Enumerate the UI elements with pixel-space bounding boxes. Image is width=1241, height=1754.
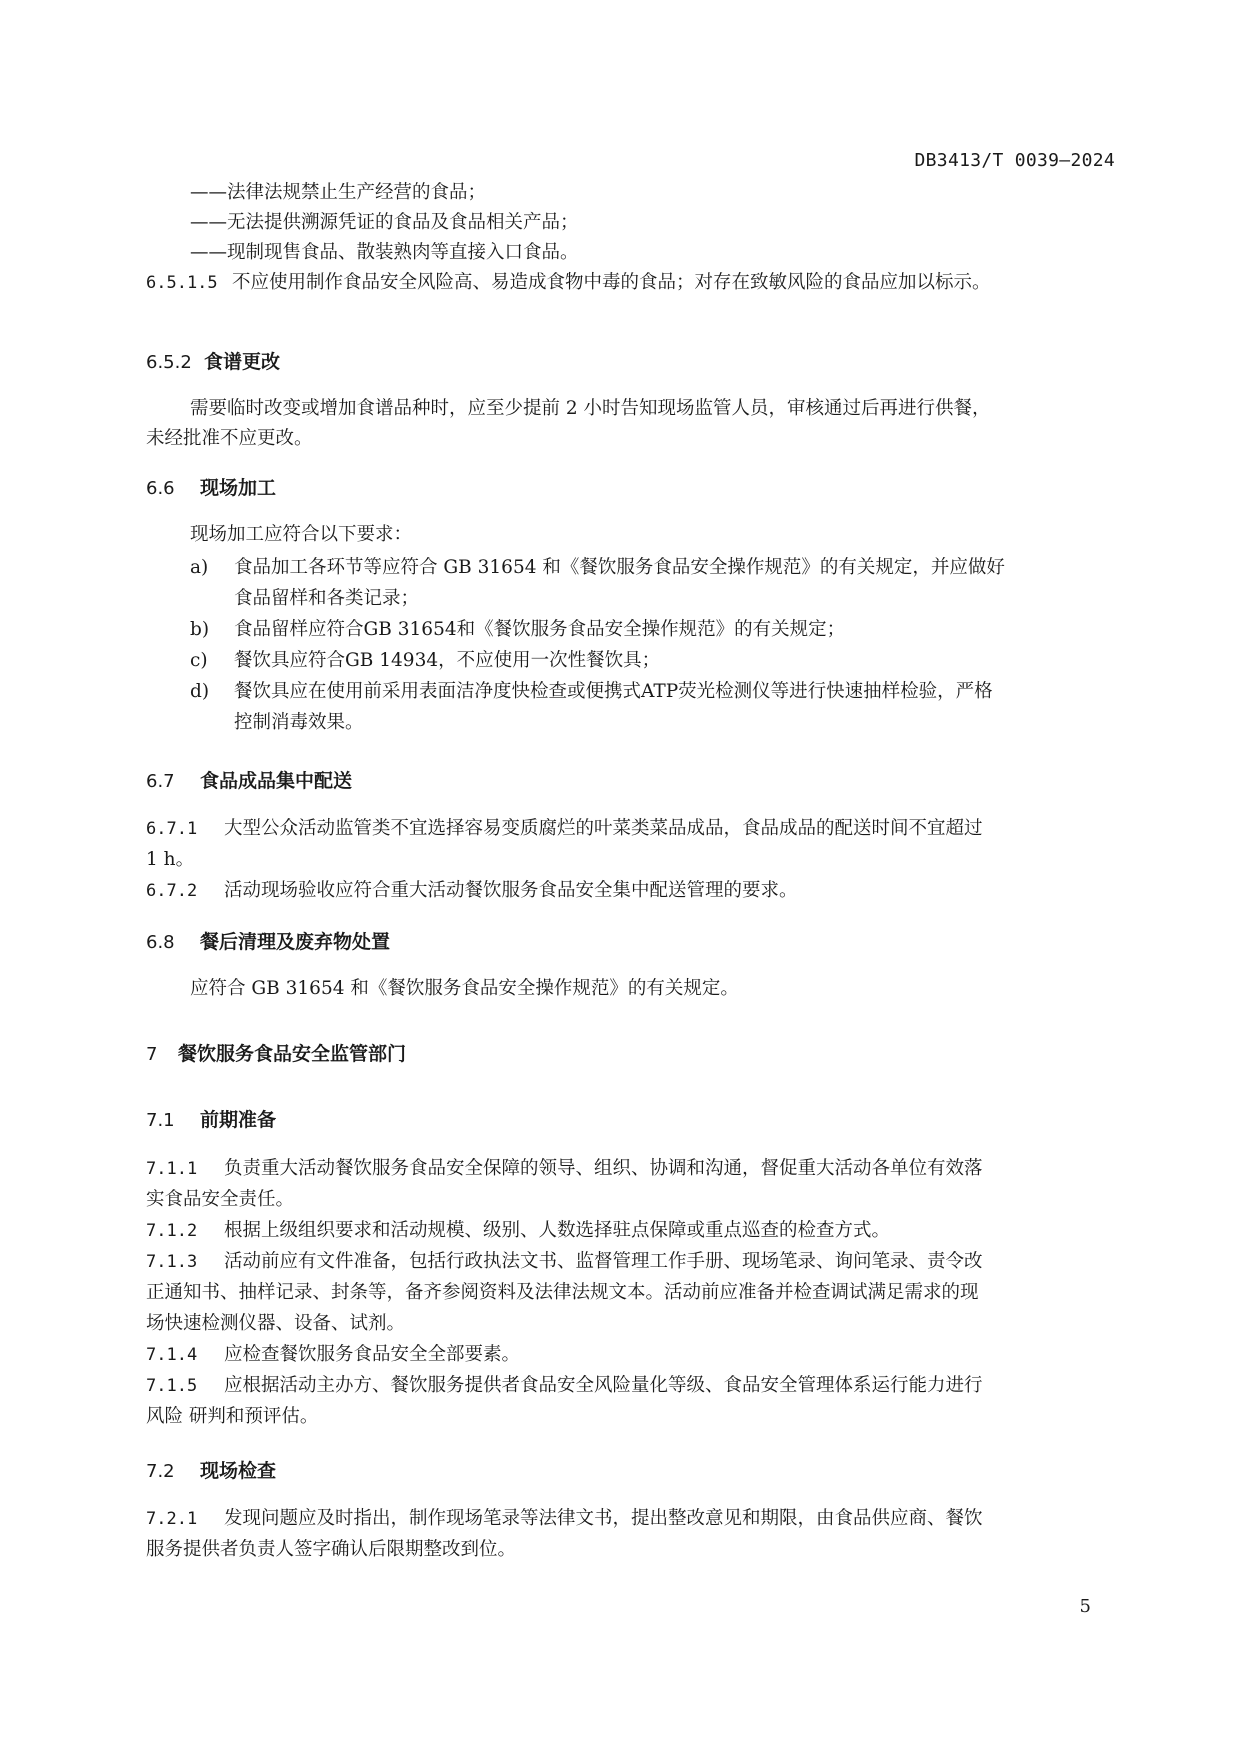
section-title: 餐后清理及废弃物处置 (200, 931, 391, 953)
list-item-d (190, 677, 993, 707)
list-item-b (190, 615, 845, 645)
section-number: 7.1 (146, 1110, 175, 1131)
clause-6-7-2 (146, 876, 798, 906)
list-label: d) (190, 681, 210, 702)
section-title: 现场检查 (200, 1460, 277, 1482)
list-text: 餐饮具应符合GB 14934，不应使用一次性餐饮具； (234, 650, 661, 671)
section-number: 6.8 (146, 932, 175, 953)
clause-text: 活动现场验收应符合重大活动餐饮服务食品安全集中配送管理的要求。 (224, 880, 798, 901)
clause-number: 6.7.1 (146, 819, 198, 839)
clause-7-1-4 (146, 1340, 520, 1370)
clause-continuation: 1 h。 (146, 849, 195, 870)
clause-7-1-1 (146, 1154, 983, 1184)
clause-continuation: 服务提供者负责人签字确认后限期整改到位。 (146, 1539, 517, 1560)
dash-item: ——无法提供溯源凭证的食品及食品相关产品； (190, 212, 579, 233)
section-title: 食谱更改 (204, 351, 281, 373)
section-heading-6-5-2 (146, 347, 280, 378)
clause-number: 6.7.2 (146, 881, 198, 901)
clause-continuation: 场快速检测仪器、设备、试剂。 (146, 1313, 406, 1334)
clause-6-5-1-5 (146, 268, 991, 298)
list-text: 食品留样应符合GB 31654和《餐饮服务食品安全操作规范》的有关规定； (234, 619, 846, 640)
clause-text: 应根据活动主办方、餐饮服务提供者食品安全风险量化等级、食品安全管理体系运行能力进行 (224, 1375, 983, 1396)
clause-text: 活动前应有文件准备，包括行政执法文书、监督管理工作手册、现场笔录、询问笔录、责令改 (224, 1251, 983, 1272)
clause-6-7-1 (146, 814, 983, 844)
section-heading-6-6 (146, 473, 276, 504)
list-item-c (190, 646, 660, 676)
clause-text: 大型公众活动监管类不宜选择容易变质腐烂的叶菜类菜品成品，食品成品的配送时间不宜超过 (224, 818, 983, 839)
list-label: b) (190, 619, 210, 640)
clause-number: 7.1.5 (146, 1376, 198, 1396)
section-number: 6.7 (146, 771, 175, 792)
section-number: 6.6 (146, 478, 175, 499)
clause-continuation: 实食品安全责任。 (146, 1189, 295, 1210)
paragraph-continuation: 未经批准不应更改。 (146, 428, 313, 449)
list-label: c) (190, 650, 208, 671)
clause-text: 发现问题应及时指出，制作现场笔录等法律文书，提出整改意见和期限，由食品供应商、餐饮 (224, 1508, 983, 1529)
paragraph: 应符合 GB 31654 和《餐饮服务食品安全操作规范》的有关规定。 (190, 978, 739, 999)
chapter-number: 7 (146, 1044, 158, 1065)
clause-number: 7.1.3 (146, 1252, 198, 1272)
chapter-title: 餐饮服务食品安全监管部门 (178, 1043, 407, 1065)
paragraph: 需要临时改变或增加食谱品种时，应至少提前 2 小时告知现场监管人员，审核通过后再进行供餐， (190, 398, 991, 419)
list-item-continuation: 食品留样和各类记录； (234, 588, 420, 609)
dash-item: ——现制现售食品、散装熟肉等直接入口食品。 (190, 242, 579, 263)
clause-number: 7.2.1 (146, 1509, 198, 1529)
list-label: a) (190, 557, 209, 578)
clause-7-1-5 (146, 1371, 983, 1401)
paragraph: 现场加工应符合以下要求： (190, 524, 413, 545)
section-heading-6-7 (146, 766, 352, 797)
clause-number: 7.1.4 (146, 1345, 198, 1365)
list-item-continuation: 控制消毒效果。 (234, 712, 364, 733)
list-item-a (190, 553, 1005, 583)
clause-text: 负责重大活动餐饮服务食品安全保障的领导、组织、协调和沟通，督促重大活动各单位有效落 (224, 1158, 983, 1179)
section-title: 食品成品集中配送 (200, 770, 353, 792)
clause-number: 7.1.1 (146, 1159, 198, 1179)
section-title: 前期准备 (200, 1109, 277, 1131)
document-code: DB3413/T 0039—2024 (914, 150, 1115, 171)
section-title: 现场加工 (200, 477, 277, 499)
clause-7-2-1 (146, 1504, 983, 1534)
clause-text: 根据上级组织要求和活动规模、级别、人数选择驻点保障或重点巡查的检查方式。 (224, 1220, 891, 1241)
clause-7-1-2 (146, 1216, 890, 1246)
clause-text: 不应使用制作食品安全风险高、易造成食物中毒的食品；对存在致敏风险的食品应加以标示。 (232, 272, 991, 293)
list-text: 餐饮具应在使用前采用表面洁净度快检查或便携式ATP荧光检测仪等进行快速抽样检验，严格 (234, 681, 993, 702)
section-number: 6.5.2 (146, 352, 192, 373)
page-number: 5 (1079, 1596, 1091, 1617)
section-heading-6-8 (146, 927, 390, 958)
list-text: 食品加工各环节等应符合 GB 31654 和《餐饮服务食品安全操作规范》的有关规定，并应做好 (234, 557, 1005, 578)
clause-text: 应检查餐饮服务食品安全全部要素。 (224, 1344, 521, 1365)
section-number: 7.2 (146, 1461, 175, 1482)
section-heading-7-2 (146, 1456, 276, 1487)
clause-number: 6.5.1.5 (146, 273, 218, 293)
section-heading-7-1 (146, 1105, 276, 1136)
clause-7-1-3 (146, 1247, 983, 1277)
clause-number: 7.1.2 (146, 1221, 198, 1241)
dash-item: ——法律法规禁止生产经营的食品； (190, 182, 487, 203)
clause-continuation: 风险 研判和预评估。 (146, 1406, 319, 1427)
chapter-heading-7 (146, 1039, 406, 1070)
clause-continuation: 正通知书、抽样记录、封条等，备齐参阅资料及法律法规文本。活动前应准备并检查调试满足需求的现 (146, 1282, 979, 1303)
